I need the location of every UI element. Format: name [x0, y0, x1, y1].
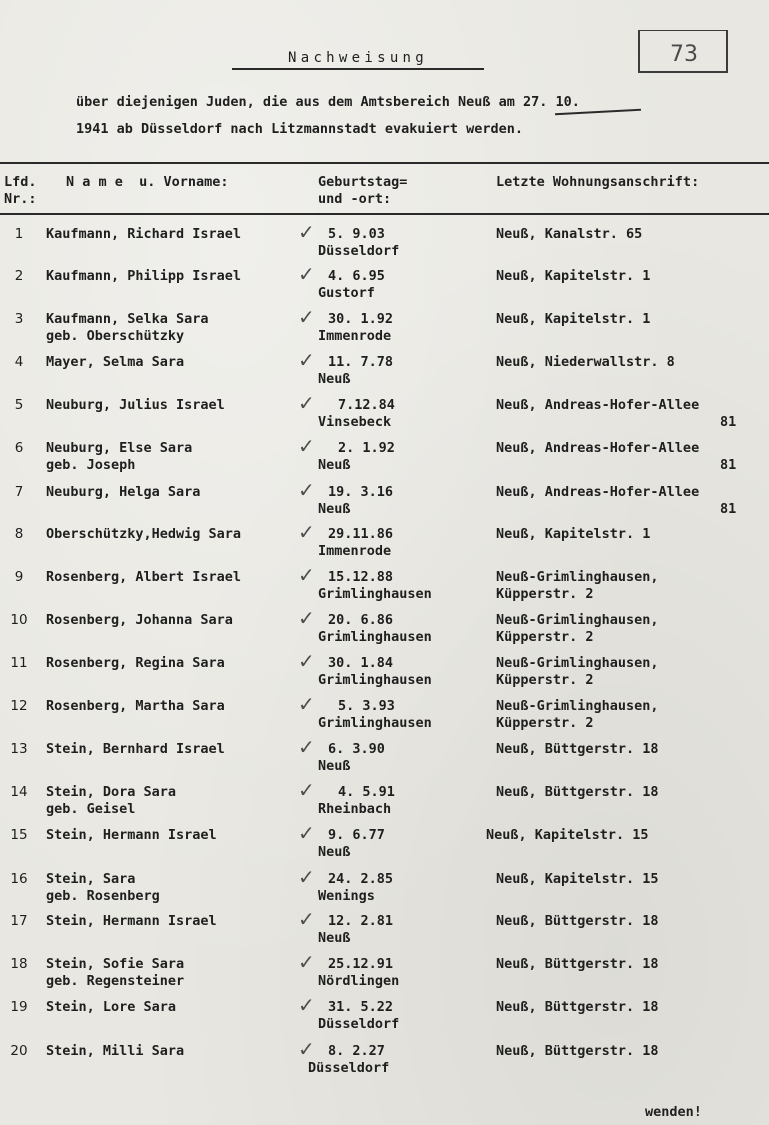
person-name: Stein, Dora Sara	[46, 784, 177, 800]
birth-place: Vinsebeck	[318, 414, 392, 430]
birth-date: 6. 3.90	[328, 741, 385, 757]
row-number: 18	[10, 956, 28, 972]
col-birth-header-2: und -ort:	[318, 191, 392, 207]
birth-place: Nördlingen	[318, 973, 400, 989]
birth-place: Neuß	[318, 457, 351, 473]
person-name: Stein, Sara	[46, 871, 136, 887]
checkmark-icon: ✓	[298, 520, 315, 544]
turn-over-note: wenden!	[645, 1104, 702, 1120]
address-line-1: Neuß, Kanalstr. 65	[496, 226, 643, 242]
row-number: 13	[10, 741, 28, 757]
birth-date: 30. 1.84	[328, 655, 394, 671]
person-name: Stein, Sofie Sara	[46, 956, 185, 972]
checkmark-icon: ✓	[298, 778, 315, 802]
address-line-1: Neuß-Grimlinghausen,	[496, 569, 659, 585]
row-number: 12	[10, 698, 28, 714]
person-name: Neuburg, Else Sara	[46, 440, 193, 456]
birth-date: 25.12.91	[328, 956, 394, 972]
person-name: Rosenberg, Albert Israel	[46, 569, 242, 585]
birth-place: Düsseldorf	[318, 1016, 400, 1032]
checkmark-icon: ✓	[298, 649, 315, 673]
address-line-1: Neuß-Grimlinghausen,	[496, 612, 659, 628]
row-number: 14	[10, 784, 28, 800]
row-number: 11	[10, 655, 28, 671]
row-number: 8	[14, 526, 24, 542]
birth-date: 19. 3.16	[328, 484, 394, 500]
address-line-1: Neuß, Büttgerstr. 18	[496, 999, 659, 1015]
row-number: 16	[10, 871, 28, 887]
address-line-1: Neuß, Büttgerstr. 18	[496, 784, 659, 800]
birth-date: 24. 2.85	[328, 871, 394, 887]
person-name: Kaufmann, Selka Sara	[46, 311, 209, 327]
address-line-1: Neuß, Andreas-Hofer-Allee	[496, 397, 700, 413]
row-number: 2	[14, 268, 24, 284]
birth-place: Düsseldorf	[318, 243, 400, 259]
birth-date: 29.11.86	[328, 526, 394, 542]
address-line-2: Küpperstr. 2	[496, 715, 594, 731]
row-number: 1	[14, 226, 24, 242]
birth-place: Neuß	[318, 930, 351, 946]
birth-place: Düsseldorf	[308, 1060, 390, 1076]
address-line-1: Neuß, Büttgerstr. 18	[496, 956, 659, 972]
birth-date: 15.12.88	[328, 569, 394, 585]
address-line-1: Neuß, Niederwallstr. 8	[496, 354, 675, 370]
col-nr-header-2: Nr.:	[4, 191, 37, 207]
col-address-header: Letzte Wohnungsanschrift:	[496, 174, 700, 190]
person-name-maiden: geb. Joseph	[46, 457, 136, 473]
birth-date: 7.12.84	[338, 397, 395, 413]
col-nr-header-1: Lfd.	[4, 174, 37, 190]
person-name: Oberschützky,Hedwig Sara	[46, 526, 242, 542]
birth-date: 4. 6.95	[328, 268, 385, 284]
person-name: Neuburg, Helga Sara	[46, 484, 201, 500]
person-name: Stein, Hermann Israel	[46, 827, 217, 843]
person-name: Stein, Hermann Israel	[46, 913, 217, 929]
row-number: 9	[14, 569, 24, 585]
birth-date: 9. 6.77	[328, 827, 385, 843]
table-header-rule	[0, 213, 769, 215]
checkmark-icon: ✓	[298, 478, 315, 502]
person-name-maiden: geb. Oberschützky	[46, 328, 185, 344]
address-line-1: Neuß, Kapitelstr. 1	[496, 268, 651, 284]
checkmark-icon: ✓	[298, 907, 315, 931]
birth-place: Neuß	[318, 844, 351, 860]
address-line-1: Neuß, Büttgerstr. 18	[496, 913, 659, 929]
person-name-maiden: geb. Rosenberg	[46, 888, 160, 904]
person-name: Neuburg, Julius Israel	[46, 397, 225, 413]
checkmark-icon: ✓	[298, 606, 315, 630]
checkmark-icon: ✓	[298, 391, 315, 415]
checkmark-icon: ✓	[298, 305, 315, 329]
birth-place: Grimlinghausen	[318, 672, 432, 688]
birth-date: 30. 1.92	[328, 311, 394, 327]
address-line-2: Küpperstr. 2	[496, 629, 594, 645]
person-name: Kaufmann, Richard Israel	[46, 226, 242, 242]
intro-line-1: über diejenigen Juden, die aus dem Amtsbereich Neuß am 27. 10.	[76, 94, 580, 110]
row-number: 15	[10, 827, 28, 843]
address-line-1: Neuß-Grimlinghausen,	[496, 698, 659, 714]
person-name: Stein, Lore Sara	[46, 999, 177, 1015]
address-line-1: Neuß, Kapitelstr. 15	[486, 827, 649, 843]
birth-place: Neuß	[318, 501, 351, 517]
birth-place: Neuß	[318, 758, 351, 774]
address-line-2: 81	[720, 414, 737, 430]
col-name-header: N a m e u. Vorname:	[66, 174, 229, 190]
person-name: Stein, Bernhard Israel	[46, 741, 225, 757]
person-name: Stein, Milli Sara	[46, 1043, 185, 1059]
person-name: Mayer, Selma Sara	[46, 354, 185, 370]
birth-place: Grimlinghausen	[318, 586, 432, 602]
address-line-1: Neuß, Kapitelstr. 15	[496, 871, 659, 887]
checkmark-icon: ✓	[298, 821, 315, 845]
checkmark-icon: ✓	[298, 1037, 315, 1061]
address-line-1: Neuß, Kapitelstr. 1	[496, 526, 651, 542]
birth-place: Grimlinghausen	[318, 629, 432, 645]
birth-place: Wenings	[318, 888, 375, 904]
birth-place: Immenrode	[318, 328, 392, 344]
address-line-1: Neuß, Kapitelstr. 1	[496, 311, 651, 327]
birth-place: Grimlinghausen	[318, 715, 432, 731]
address-line-2: 81	[720, 501, 737, 517]
birth-date: 20. 6.86	[328, 612, 394, 628]
birth-date: 8. 2.27	[328, 1043, 385, 1059]
birth-date: 4. 5.91	[338, 784, 395, 800]
birth-date: 12. 2.81	[328, 913, 394, 929]
title-underline	[232, 68, 484, 70]
birth-place: Rheinbach	[318, 801, 392, 817]
checkmark-icon: ✓	[298, 563, 315, 587]
row-number: 19	[10, 999, 28, 1015]
intro-line-2: 1941 ab Düsseldorf nach Litzmannstadt evakuiert werden.	[76, 121, 524, 137]
col-birth-header-1: Geburtstag=	[318, 174, 408, 190]
birth-date: 5. 9.03	[328, 226, 385, 242]
person-name-maiden: geb. Regensteiner	[46, 973, 185, 989]
address-line-1: Neuß, Büttgerstr. 18	[496, 741, 659, 757]
row-number: 10	[10, 612, 28, 628]
address-line-1: Neuß-Grimlinghausen,	[496, 655, 659, 671]
row-number: 4	[14, 354, 24, 370]
row-number: 7	[14, 484, 24, 500]
archive-number: 73	[670, 42, 698, 67]
person-name: Rosenberg, Regina Sara	[46, 655, 225, 671]
address-line-2: Küpperstr. 2	[496, 672, 594, 688]
address-line-2: 81	[720, 457, 737, 473]
birth-date: 2. 1.92	[338, 440, 395, 456]
birth-place: Gustorf	[318, 285, 375, 301]
document-title: Nachweisung	[287, 50, 429, 66]
birth-date: 31. 5.22	[328, 999, 394, 1015]
row-number: 3	[14, 311, 24, 327]
birth-date: 5. 3.93	[338, 698, 395, 714]
person-name-maiden: geb. Geisel	[46, 801, 136, 817]
checkmark-icon: ✓	[298, 993, 315, 1017]
birth-place: Immenrode	[318, 543, 392, 559]
checkmark-icon: ✓	[298, 434, 315, 458]
checkmark-icon: ✓	[298, 220, 315, 244]
checkmark-icon: ✓	[298, 348, 315, 372]
checkmark-icon: ✓	[298, 950, 315, 974]
birth-place: Neuß	[318, 371, 351, 387]
row-number: 6	[14, 440, 24, 456]
checkmark-icon: ✓	[298, 692, 315, 716]
row-number: 20	[10, 1043, 28, 1059]
row-number: 5	[14, 397, 24, 413]
checkmark-icon: ✓	[298, 865, 315, 889]
person-name: Rosenberg, Johanna Sara	[46, 612, 233, 628]
checkmark-icon: ✓	[298, 735, 315, 759]
address-line-1: Neuß, Andreas-Hofer-Allee	[496, 484, 700, 500]
address-line-1: Neuß, Büttgerstr. 18	[496, 1043, 659, 1059]
address-line-2: Küpperstr. 2	[496, 586, 594, 602]
birth-date: 11. 7.78	[328, 354, 394, 370]
person-name: Rosenberg, Martha Sara	[46, 698, 225, 714]
checkmark-icon: ✓	[298, 262, 315, 286]
row-number: 17	[10, 913, 28, 929]
address-line-1: Neuß, Andreas-Hofer-Allee	[496, 440, 700, 456]
table-top-rule	[0, 162, 769, 164]
person-name: Kaufmann, Philipp Israel	[46, 268, 242, 284]
